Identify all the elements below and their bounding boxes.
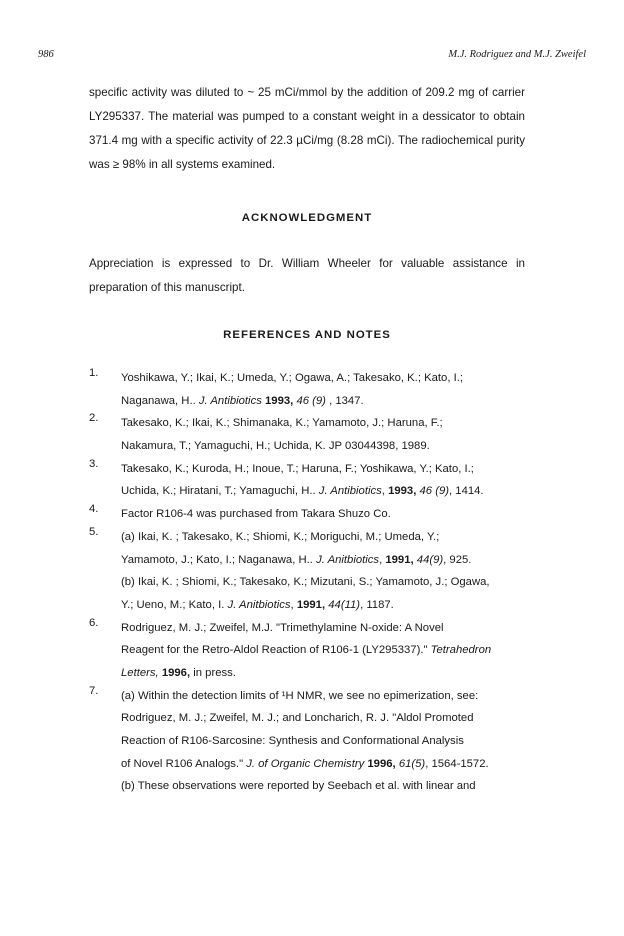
reference-line: Letters, 1996, in press. <box>121 666 236 679</box>
references-list <box>89 367 535 798</box>
reference-number: 4. <box>89 503 99 516</box>
reference-item <box>89 685 535 798</box>
reference-number: 5. <box>89 525 99 538</box>
reference-line: Rodriguez, M. J.; Zweifel, M.J. "Trimethylamine N-oxide: A Novel <box>121 621 444 634</box>
reference-item <box>89 526 535 617</box>
reference-line: Reaction of R106-Sarcosine: Synthesis and Conformational Analysis <box>121 735 464 747</box>
reference-item <box>89 503 535 526</box>
reference-item <box>89 412 535 457</box>
reference-line: Nakamura, T.; Yamaguchi, H.; Uchida, K. JP 03044398, 1989. <box>121 440 430 453</box>
acknowledgment-text: Appreciation is expressed to Dr. William Wheeler for valuable assistance in preparation of this manuscript. <box>89 257 525 294</box>
reference-number: 3. <box>89 457 99 470</box>
reference-item <box>89 617 535 685</box>
reference-number: 6. <box>89 616 99 629</box>
reference-line: Factor R106-4 was purchased from Takara Shuzo Co. <box>121 508 391 521</box>
acknowledgment-heading: ACKNOWLEDGMENT <box>241 212 373 224</box>
reference-number: 1. <box>89 367 99 379</box>
reference-line: Rodriguez, M. J.; Zweifel, M. J.; and Loncharich, R. J. "Aldol Promoted <box>121 712 474 725</box>
reference-line: Uchida, K.; Hiratani, T.; Yamaguchi, H.. J. Antibiotics, 1993, 46 (9), 1414. <box>121 485 484 498</box>
reference-line: Y.; Ueno, M.; Kato, I. J. Anitbiotics, 1991, 44(11), 1187. <box>121 598 394 611</box>
reference-line: Yamamoto, J.; Kato, I.; Naganawa, H.. J. Anitbiotics, 1991, 44(9), 925. <box>121 553 472 566</box>
reference-item <box>89 458 535 503</box>
running-header <box>38 49 586 63</box>
reference-line: Yoshikawa, Y.; Ikai, K.; Umeda, Y.; Ogawa, A.; Takesako, K.; Kato, I.; <box>121 372 464 384</box>
reference-line: (b) These observations were reported by Seebach et al. with linear and <box>121 780 476 793</box>
reference-line: Naganawa, H.. J. Antibiotics 1993, 46 (9) , 1347. <box>121 394 364 407</box>
reference-number: 7. <box>89 684 99 697</box>
reference-line: (b) Ikai, K. ; Shiomi, K.; Takesako, K.; Mizutani, S.; Yamamoto, J.; Ogawa, <box>121 576 490 589</box>
page-number: 986 <box>38 49 54 60</box>
reference-line: (a) Within the detection limits of ¹H NMR, we see no epimerization, see: <box>121 689 479 702</box>
reference-line: Reagent for the Retro-Aldol Reaction of R106-1 (LY295337)." Tetrahedron <box>121 644 492 657</box>
reference-number: 2. <box>89 412 99 425</box>
reference-line: of Novel R106 Analogs." J. of Organic Chemistry 1996, 61(5), 1564-1572. <box>121 757 489 770</box>
reference-line: Takesako, K.; Kuroda, H.; Inoue, T.; Haruna, F.; Yoshikawa, Y.; Kato, I.; <box>121 462 474 475</box>
reference-line: (a) Ikai, K. ; Takesako, K.; Shiomi, K.; Moriguchi, M.; Umeda, Y.; <box>121 530 440 543</box>
reference-item <box>89 367 535 412</box>
running-head: M.J. Rodriguez and M.J. Zweifel <box>448 49 586 60</box>
body-paragraph: specific activity was diluted to ~ 25 mCi/mmol by the addition of 209.2 mg of carrier LY295337. The material was pumped to a constant weight in a dessicator to obtain 371.4 mg with a specific activity of 22.3 µCi/mg (8.28 mCi). The radiochemical purity was ≥ 98% in all systems examined. <box>89 86 525 171</box>
reference-line: Takesako, K.; Ikai, K.; Shimanaka, K.; Yamamoto, J.; Haruna, F.; <box>121 417 443 430</box>
references-heading: REFERENCES AND NOTES <box>223 329 391 341</box>
